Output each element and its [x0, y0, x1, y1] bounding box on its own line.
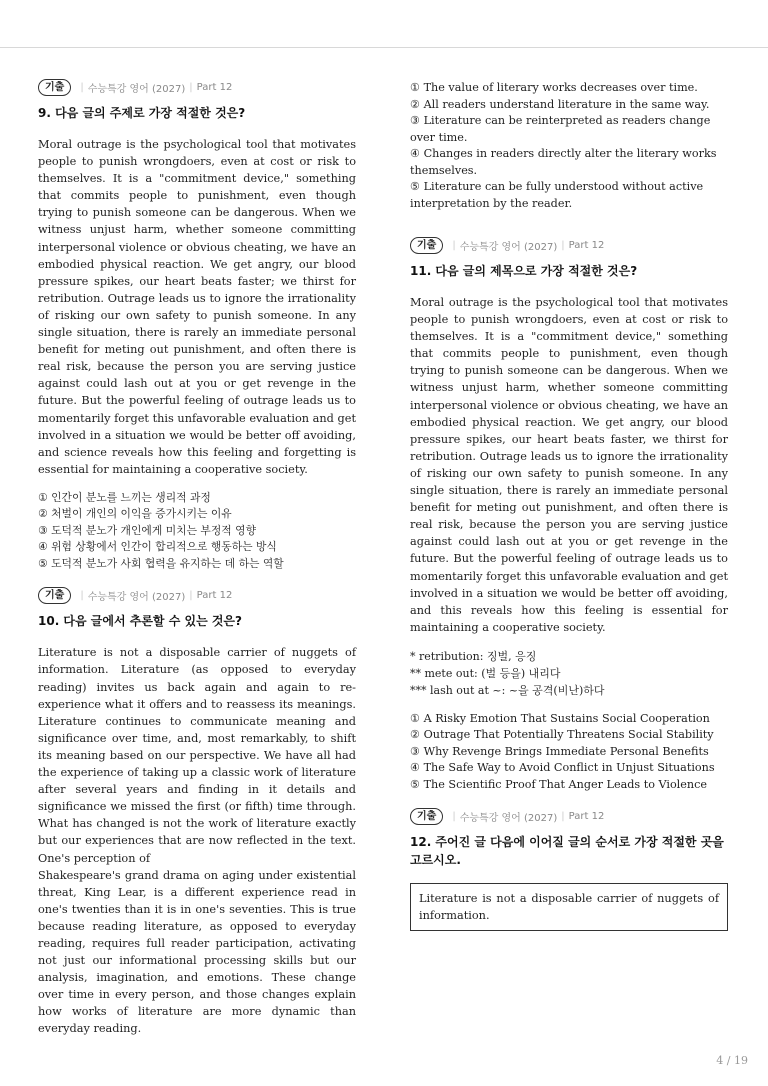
q10-option-1[interactable]: ① The value of literary works decreases over time. — [410, 81, 698, 94]
source-text: 수능특강 영어 (2027) — [459, 812, 558, 824]
footnote-3: *** lash out at ~: ~을 공격(비난)하다 — [410, 683, 605, 697]
left-column — [38, 78, 356, 1050]
q11-passage: Moral outrage is the psychological tool that motivates people to punish wrongdoers, even at cost or risk to themselves. It is a "commitment device," something that commits people to punishment, even though trying to punish someone can be dangerous. When we witness unjust harm, whether someone committing interpersonal violence or obvious cheating, we have an embodied physical reaction. We get angry, our blood pressure spikes, our heart beats faster, we thirst for retribution. Outrage leads us to ignore the irrationality of risking our own safety to punish someone. In any single situation, there is rarely an immediate personal benefit for meting out punishment, and often there is real risk, because the person you are serving justice against could lash out at you or get revenge in the future. But the powerful feeling of outrage leads us to momentarily forget this unfavorable evaluation and get involved in a situation we would be better off avoiding, and this reveals how this feeling is essential for maintaining a cooperative society. — [410, 296, 728, 634]
q10-option-2[interactable]: ② All readers understand literature in the same way. — [410, 97, 710, 111]
q11-option-4[interactable]: ④ The Safe Way to Avoid Conflict in Unjust Situations — [410, 761, 715, 775]
exam-badge: 기출 — [38, 587, 71, 604]
q12-question: 12. 주어진 글 다음에 이어질 글의 순서로 가장 적절한 곳을 고르시오. — [410, 835, 724, 868]
q11-footnotes — [410, 648, 728, 699]
source-text: 수능특강 영어 (2027) — [459, 241, 558, 253]
exam-badge: 기출 — [410, 808, 443, 825]
source-text: 수능특강 영어 (2027) — [87, 591, 186, 603]
q10-option-5[interactable]: ⑤ Literature can be fully understood without active interpretation by the reader. — [410, 180, 704, 210]
q9-option-4[interactable]: ④ 위험 상황에서 인간이 합리적으로 행동하는 방식 — [38, 540, 277, 554]
q10-options — [410, 80, 728, 212]
exam-badge: 기출 — [38, 79, 71, 96]
q9-source-line: 기출 | 수능특강 영어 (2027) | Part 12 — [38, 78, 356, 96]
q10-option-3[interactable]: ③ Literature can be reinterpreted as readers change over time. — [410, 114, 711, 144]
part-text: Part 12 — [196, 589, 233, 601]
q9-options — [38, 490, 356, 573]
q9-option-1[interactable]: ① 인간이 분노를 느끼는 생리적 과정 — [38, 490, 211, 504]
q11-options — [410, 711, 728, 794]
footnote-2: ** mete out: (벌 등을) 내리다 — [410, 666, 561, 680]
q10-option-4[interactable]: ④ Changes in readers directly alter the literary works themselves. — [410, 147, 717, 177]
q9-question: 9. 다음 글의 주제로 가장 적절한 것은? — [38, 106, 246, 120]
q11-question: 11. 다음 글의 제목으로 가장 적절한 것은? — [410, 264, 638, 278]
header-divider — [0, 47, 768, 48]
source-text: 수능특강 영어 (2027) — [87, 83, 186, 95]
q11-option-2[interactable]: ② Outrage That Potentially Threatens Social Stability — [410, 728, 714, 742]
q12-given-text-box: Literature is not a disposable carrier of nuggets of information. — [410, 883, 728, 931]
q11-option-1[interactable]: ① A Risky Emotion That Sustains Social Cooperation — [410, 711, 710, 725]
exam-badge: 기출 — [410, 237, 443, 254]
q9-option-3[interactable]: ③ 도덕적 분노가 개인에게 미치는 부정적 영향 — [38, 523, 257, 537]
part-text: Part 12 — [568, 810, 605, 822]
part-text: Part 12 — [568, 239, 605, 251]
q9-passage: Moral outrage is the psychological tool that motivates people to punish wrongdoers, even at cost or risk to themselves. It is a "commitment device," something that commits people to punishment, even though trying to punish someone can be dangerous. When we witness unjust harm, whether someone committing interpersonal violence or obvious cheating, we have an embodied physical reaction. We get angry, our blood pressure spikes, our heart beats faster; we thirst for retribution. Outrage leads us to ignore the irrationality of risking our own safety to punish someone. In any single situation, there is rarely an immediate personal benefit for meting out punishment, and often there is real risk, because the person you are serving justice against could lash out at you or get revenge in the future. But the powerful feeling of outrage leads us to momentarily forget this unfavorable evaluation and get involved in a situation we would be better off avoiding, and science reveals how this feeling and forgetting is essential for maintaining a cooperative society. — [38, 138, 356, 476]
q11-option-3[interactable]: ③ Why Revenge Brings Immediate Personal Benefits — [410, 744, 709, 758]
part-text: Part 12 — [196, 81, 233, 93]
q11-source-line: 기출 | 수능특강 영어 (2027) | Part 12 — [410, 236, 728, 254]
page-number: 4 / 19 — [716, 1054, 748, 1067]
q11-option-5[interactable]: ⑤ The Scientific Proof That Anger Leads to Violence — [410, 777, 707, 791]
q10-source-line: 기출 | 수능특강 영어 (2027) | Part 12 — [38, 586, 356, 604]
footnote-1: * retribution: 징벌, 응징 — [410, 649, 537, 663]
q10-passage-continued: Shakespeare's grand drama on aging under existential threat, King Lear, is a different experience read in one's twenties than it is in one's seventies. This is true because reading literature, as opposed to everyday reading, requires full reader participation, activating not just our informational processing skills but our analysis, imagination, and emotions. These change over time in every person, and those changes explain how works of literature are more dynamic than everyday reading. — [38, 868, 356, 1036]
q10-passage: Literature is not a disposable carrier of nuggets of information. Literature (as opposed to everyday reading) invites us back again and again to re-experience what it offers and to reassess its meanings. Literature continues to communicate meaning and significance over time, and, most remarkably, to shift its meaning based on our perspective. We have all had the experience of taking up a classic work of literature after several years and finding in it details and significance we missed the first (or fifth) time through. What has changed is not the work of literature exactly but our experiences that are now reflected in the text. One's perception of — [38, 646, 356, 865]
q9-option-2[interactable]: ② 처벌이 개인의 이익을 증가시키는 이유 — [38, 507, 232, 521]
right-column — [410, 80, 728, 931]
q9-option-5[interactable]: ⑤ 도덕적 분노가 사회 협력을 유지하는 데 하는 역할 — [38, 556, 284, 570]
q10-question: 10. 다음 글에서 추론할 수 있는 것은? — [38, 614, 242, 629]
q12-source-line: 기출 | 수능특강 영어 (2027) | Part 12 — [410, 807, 728, 825]
